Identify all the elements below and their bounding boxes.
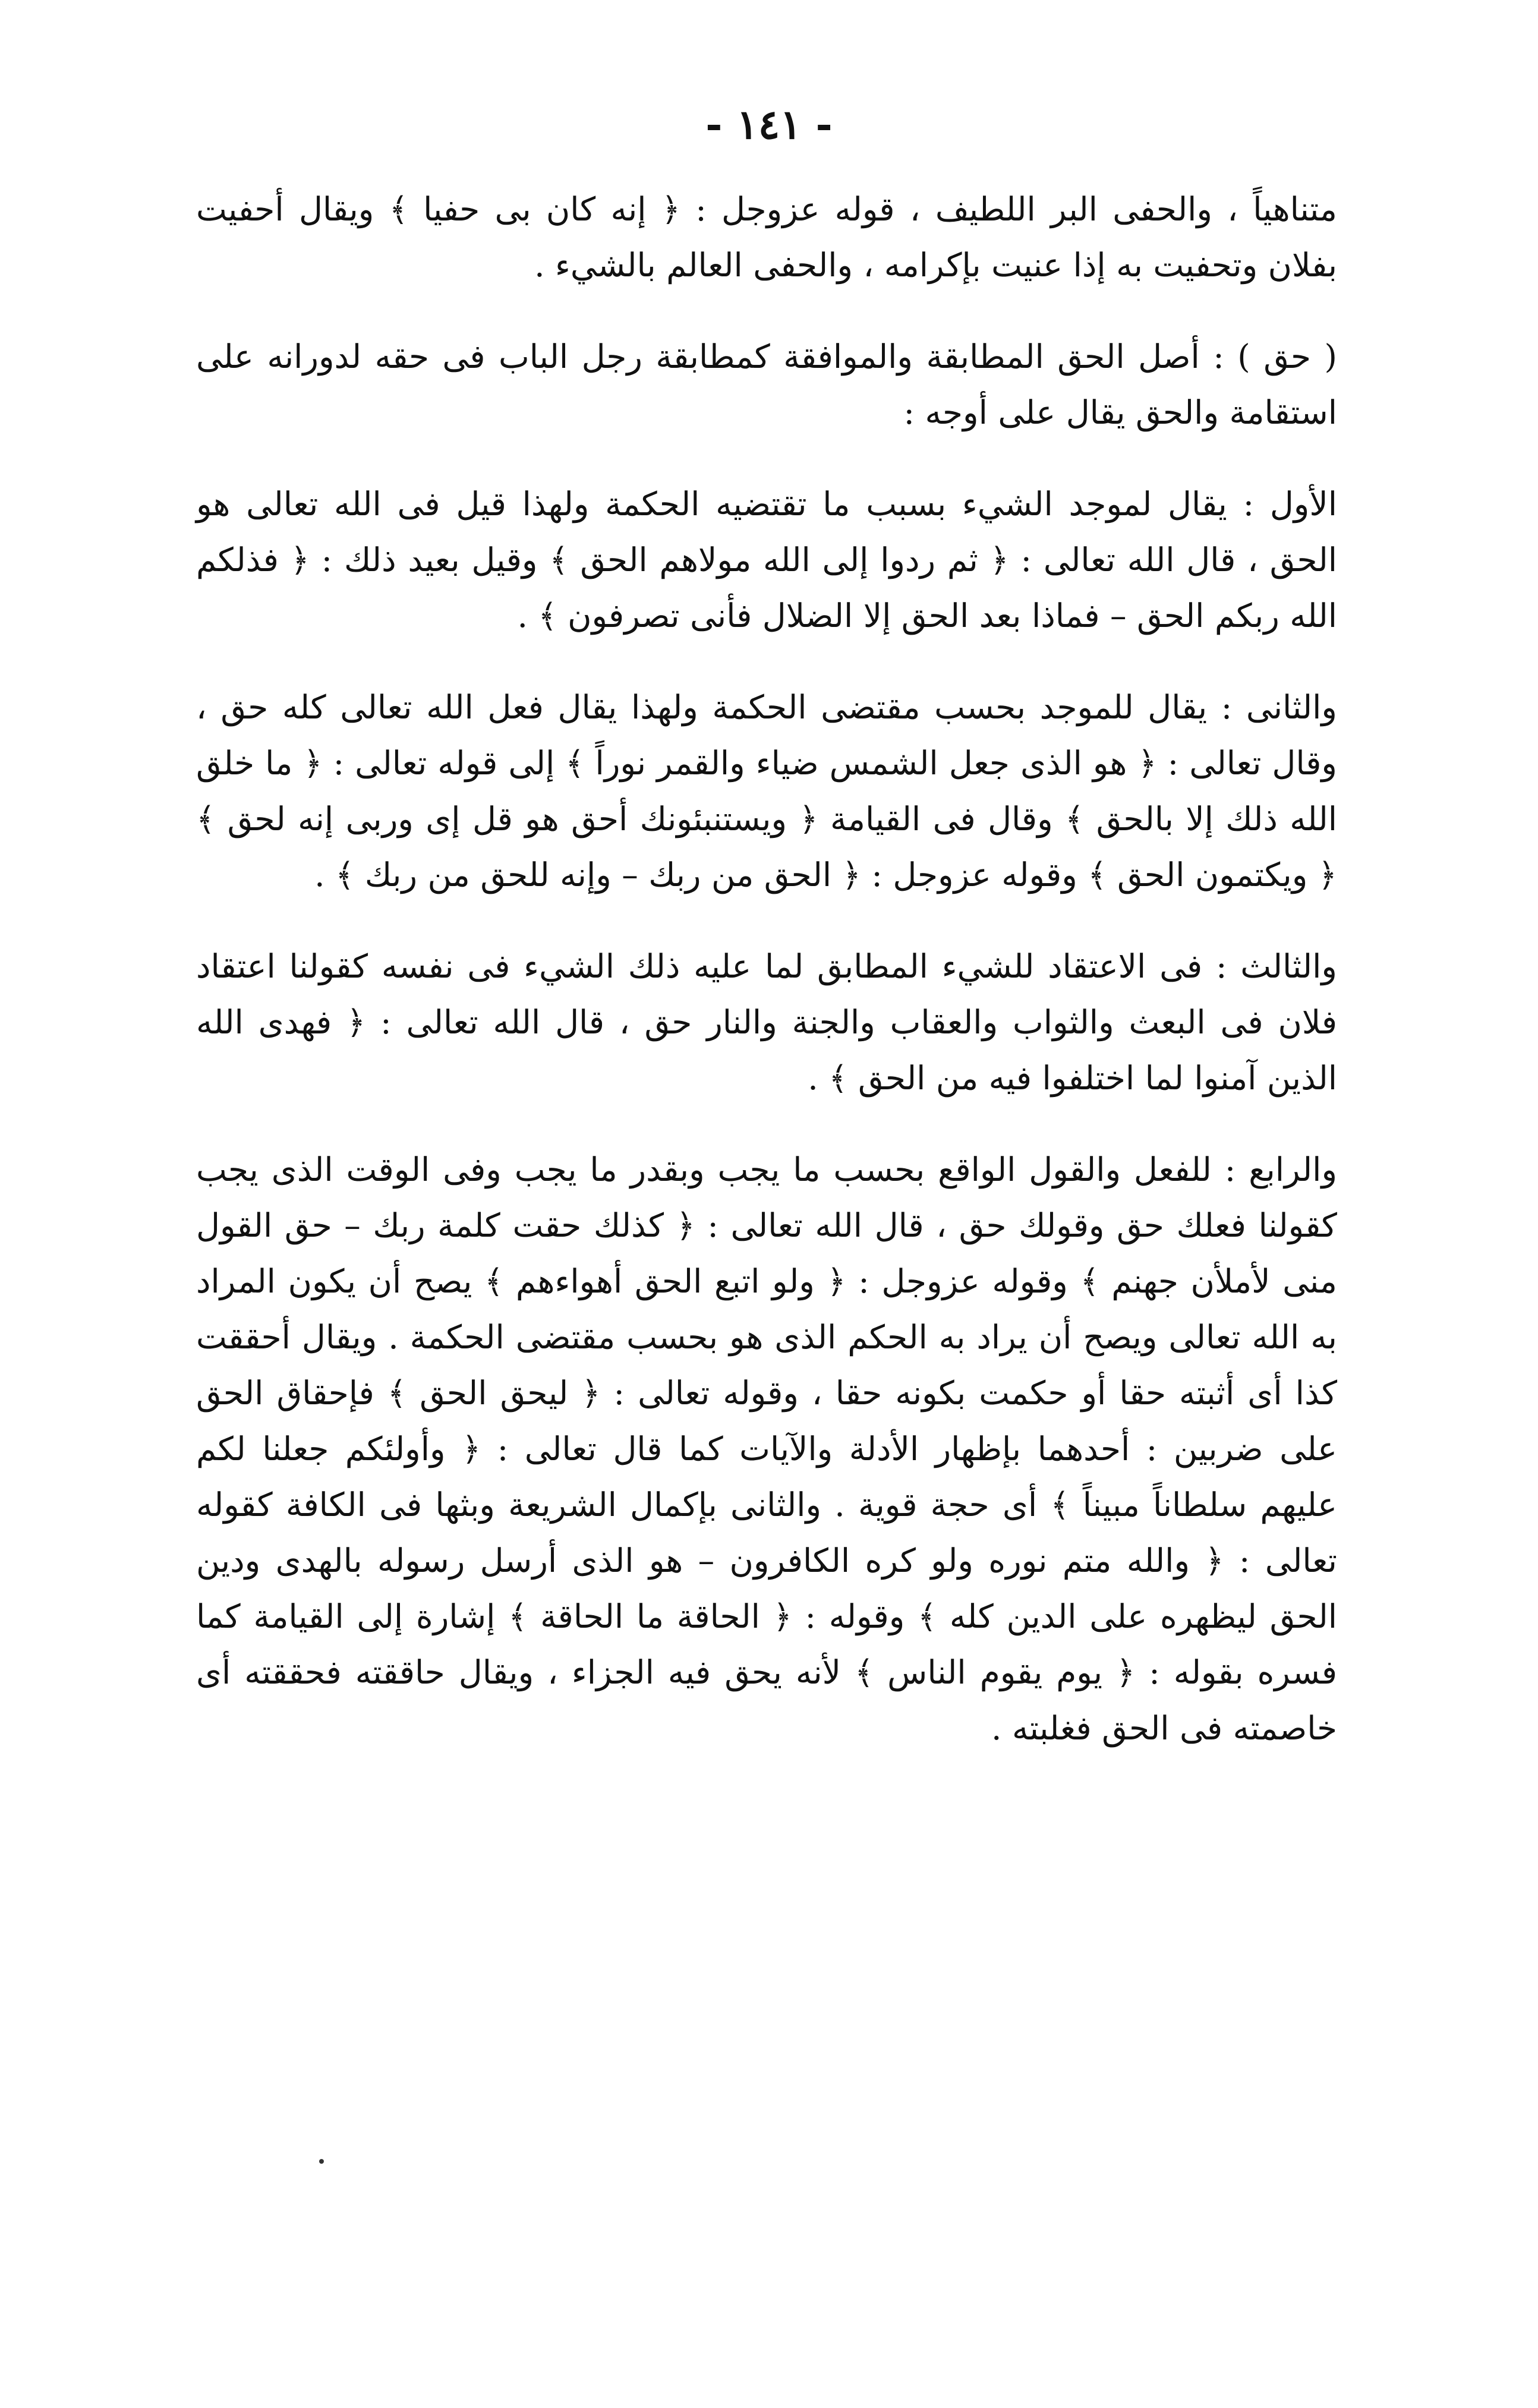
paragraph-first-meaning: الأول : يقال لموجد الشيء بسبب ما تقتضيه الحكمة ولهذا قيل فى الله تعالى هو الحق ، قال الله تعالى : ﴿ ثم ردوا إلى الله مولاهم الحق ﴾ وقيل بعيد ذلك : ﴿ فذلكم الله ربكم الحق – فماذا بعد الحق إلا الضلال فأنى تصرفون ﴾ .	[196, 485, 1337, 635]
paragraph-second-meaning: والثانى : يقال للموجد بحسب مقتضى الحكمة ولهذا يقال فعل الله تعالى كله حق ، وقال تعالى : ﴿ هو الذى جعل الشمس ضياء والقمر نوراً ﴾ إلى قوله تعالى : ﴿ ما خلق الله ذلك إلا بالحق ﴾ وقال فى القيامة ﴿ ويستنبئونك أحق هو قل إى وربى إنه لحق ﴾ ﴿ ويكتمون الحق ﴾ وقوله عزوجل : ﴿ الحق من ربك – وإنه للحق من ربك ﴾ .	[196, 688, 1337, 894]
ink-speck	[319, 2159, 324, 2164]
paragraph-hafi: متناهياً ، والحفى البر اللطيف ، قوله عزوجل : ﴿ إنه كان بى حفيا ﴾ ويقال أحفيت بفلان وتحفيت به إذا عنيت بإكرامه ، والحفى العالم بالشيء .	[196, 190, 1337, 284]
page-number: - ١٤١ -	[705, 101, 833, 149]
paragraph-haqq-definition: ( حق ) : أصل الحق المطابقة والموافقة كمطابقة رجل الباب فى حقه لدورانه على استقامة والحق يقال على أوجه :	[196, 338, 1337, 431]
paragraph-fourth-meaning: والرابع : للفعل والقول الواقع بحسب ما يجب وبقدر ما يجب وفى الوقت الذى يجب كقولنا فعلك حق وقولك حق ، قال الله تعالى : ﴿ كذلك حقت كلمة ربك – حق القول منى لأملأن جهنم ﴾ وقوله عزوجل : ﴿ ولو اتبع الحق أهواءهم ﴾ يصح أن يكون المراد به الله تعالى ويصح أن يراد به الحكم الذى هو بحسب مقتضى الحكمة . ويقال أحققت كذا أى أثبته حقا أو حكمت بكونه حقا ، وقوله تعالى : ﴿ ليحق الحق ﴾ فإحقاق الحق على ضربين : أحدهما بإظهار الأدلة والآيات كما قال تعالى : ﴿ وأولئكم جعلنا لكم عليهم سلطاناً مبيناً ﴾ أى حجة قوية . والثانى بإكمال الشريعة وبثها فى الكافة كقوله تعالى : ﴿ والله متم نوره ولو كره الكافرون – هو الذى أرسل رسوله بالهدى ودين الحق ليظهره على الدين كله ﴾ وقوله : ﴿ الحاقة ما الحاقة ﴾ إشارة إلى القيامة كما فسره بقوله : ﴿ يوم يقوم الناس ﴾ لأنه يحق فيه الجزاء ، ويقال حاققته فحققته أى خاصمته فى الحق فغلبته .	[196, 1151, 1338, 1747]
paragraph-third-meaning: والثالث : فى الاعتقاد للشيء المطابق لما عليه ذلك الشيء فى نفسه كقولنا اعتقاد فلان فى البعث والثواب والعقاب والجنة والنار حق ، قال الله تعالى : ﴿ فهدى الله الذين آمنوا لما اختلفوا فيه من الحق ﴾ .	[196, 947, 1337, 1097]
page-body	[196, 181, 1337, 1756]
